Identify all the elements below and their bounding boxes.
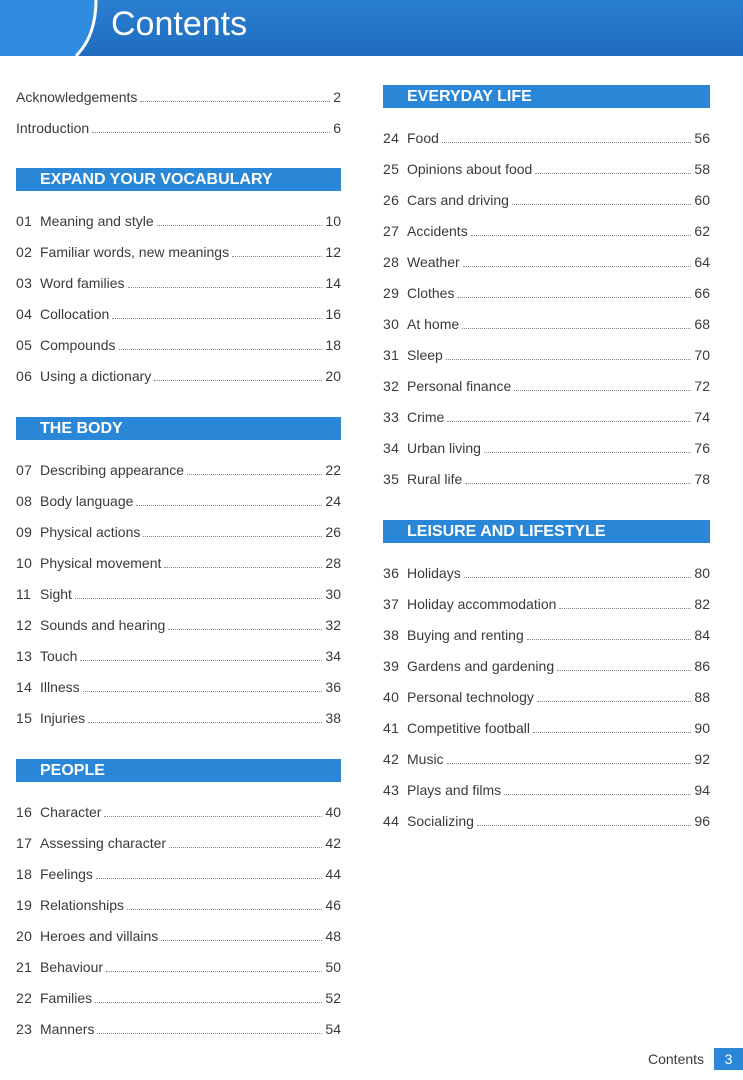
entry-page: 64 — [694, 254, 710, 270]
dot-leader — [104, 816, 322, 817]
contents-entry[interactable] — [16, 832, 341, 852]
contents-entry[interactable] — [383, 468, 710, 488]
unit-number: 10 — [16, 555, 33, 571]
contents-entry[interactable] — [16, 894, 341, 914]
entry-page: 66 — [694, 285, 710, 301]
contents-entry[interactable] — [16, 86, 341, 106]
entry-title: Word families — [40, 275, 125, 291]
dot-leader — [127, 909, 322, 910]
dot-leader — [106, 971, 322, 972]
entry-title: Cars and driving — [407, 192, 509, 208]
unit-number: 35 — [383, 471, 400, 487]
contents-entry[interactable] — [16, 645, 341, 665]
entry-title: Compounds — [40, 337, 116, 353]
contents-entry[interactable] — [16, 210, 341, 230]
unit-number: 44 — [383, 813, 400, 829]
contents-entry[interactable] — [16, 801, 341, 821]
unit-number: 08 — [16, 493, 33, 509]
unit-number: 42 — [383, 751, 400, 767]
entry-title: Urban living — [407, 440, 481, 456]
contents-entry[interactable] — [16, 490, 341, 510]
unit-number: 18 — [16, 866, 33, 882]
dot-leader — [462, 328, 691, 329]
entry-title: Holiday accommodation — [407, 596, 557, 612]
entry-title: Crime — [407, 409, 445, 425]
dot-leader — [97, 1033, 322, 1034]
entry-page: 86 — [694, 658, 710, 674]
entry-title: Personal technology — [407, 689, 534, 705]
entry-page: 80 — [694, 565, 710, 581]
dot-leader — [140, 101, 330, 102]
entry-page: 62 — [694, 223, 710, 239]
entry-title: Personal finance — [407, 378, 512, 394]
unit-number: 16 — [16, 804, 33, 820]
unit-number: 20 — [16, 928, 33, 944]
entry-page: 68 — [694, 316, 710, 332]
entry-title: Physical movement — [40, 555, 162, 571]
entry-page: 56 — [694, 130, 710, 146]
contents-entry[interactable] — [383, 810, 710, 830]
footer-page-number: 3 — [714, 1048, 743, 1070]
dot-leader — [446, 359, 692, 360]
dot-leader — [95, 1002, 322, 1003]
footer-label: Contents — [648, 1051, 705, 1067]
dot-leader — [559, 608, 691, 609]
unit-number: 03 — [16, 275, 33, 291]
unit-number: 26 — [383, 192, 400, 208]
entry-page: 76 — [694, 440, 710, 456]
dot-leader — [527, 639, 692, 640]
contents-entry[interactable] — [16, 272, 341, 292]
entry-page: 42 — [325, 835, 341, 851]
dot-leader — [514, 390, 691, 391]
unit-number: 38 — [383, 627, 400, 643]
contents-entry[interactable] — [16, 956, 341, 976]
entry-page: 88 — [694, 689, 710, 705]
contents-entry[interactable] — [383, 748, 710, 768]
dot-leader — [457, 297, 691, 298]
entry-page: 70 — [694, 347, 710, 363]
entry-title: Illness — [40, 679, 80, 695]
entry-page: 92 — [694, 751, 710, 767]
entry-title: Heroes and villains — [40, 928, 159, 944]
dot-leader — [143, 536, 322, 537]
entry-title: Behaviour — [40, 959, 104, 975]
entry-title: Music — [407, 751, 444, 767]
entry-page: 16 — [325, 306, 341, 322]
dot-leader — [477, 825, 691, 826]
contents-entry[interactable] — [383, 282, 710, 302]
section-heading: EVERYDAY LIFE — [383, 85, 710, 108]
entry-title: Socializing — [407, 813, 474, 829]
contents-entry[interactable] — [383, 655, 710, 675]
dot-leader — [471, 235, 692, 236]
contents-entry[interactable] — [16, 365, 341, 385]
contents-entry[interactable] — [383, 127, 710, 147]
dot-leader — [535, 173, 691, 174]
entry-title: Body language — [40, 493, 134, 509]
unit-number: 07 — [16, 462, 33, 478]
entry-title: Acknowledgements — [16, 89, 138, 105]
unit-number: 04 — [16, 306, 33, 322]
contents-entry[interactable] — [383, 251, 710, 271]
entry-title: Physical actions — [40, 524, 141, 540]
unit-number: 05 — [16, 337, 33, 353]
dot-leader — [96, 878, 323, 879]
header-swoosh-decoration — [0, 0, 110, 56]
entry-title: Using a dictionary — [40, 368, 152, 384]
entry-title: Meaning and style — [40, 213, 154, 229]
dot-leader — [75, 598, 323, 599]
entry-page: 52 — [325, 990, 341, 1006]
unit-number: 21 — [16, 959, 33, 975]
entry-title: Introduction — [16, 120, 90, 136]
unit-number: 30 — [383, 316, 400, 332]
dot-leader — [447, 421, 691, 422]
unit-number: 24 — [383, 130, 400, 146]
entry-title: Touch — [40, 648, 78, 664]
entry-title: Manners — [40, 1021, 95, 1037]
entry-page: 84 — [694, 627, 710, 643]
contents-entry[interactable] — [383, 593, 710, 613]
unit-number: 22 — [16, 990, 33, 1006]
section-heading: PEOPLE — [16, 759, 341, 782]
contents-entry[interactable] — [383, 717, 710, 737]
dot-leader — [187, 474, 322, 475]
entry-page: 10 — [325, 213, 341, 229]
dot-leader — [512, 204, 691, 205]
entry-title: Character — [40, 804, 102, 820]
contents-entry[interactable] — [16, 117, 341, 137]
contents-entry[interactable] — [16, 925, 341, 945]
entry-page: 44 — [325, 866, 341, 882]
dot-leader — [232, 256, 322, 257]
entry-page: 40 — [325, 804, 341, 820]
dot-leader — [533, 732, 691, 733]
page-title: Contents — [111, 5, 248, 43]
contents-entry[interactable] — [16, 241, 341, 261]
entry-page: 48 — [325, 928, 341, 944]
entry-title: Familiar words, new meanings — [40, 244, 230, 260]
contents-entry[interactable] — [16, 334, 341, 354]
contents-entry[interactable] — [383, 375, 710, 395]
dot-leader — [157, 225, 323, 226]
unit-number: 11 — [16, 586, 32, 602]
unit-number: 01 — [16, 213, 33, 229]
entry-title: Relationships — [40, 897, 125, 913]
unit-number: 23 — [16, 1021, 33, 1037]
unit-number: 29 — [383, 285, 400, 301]
contents-entry[interactable] — [16, 459, 341, 479]
dot-leader — [447, 763, 692, 764]
entry-page: 30 — [325, 586, 341, 602]
entry-page: 12 — [325, 244, 341, 260]
entry-page: 54 — [325, 1021, 341, 1037]
contents-entry[interactable] — [383, 189, 710, 209]
entry-title: Opinions about food — [407, 161, 533, 177]
dot-leader — [136, 505, 322, 506]
entry-page: 90 — [694, 720, 710, 736]
entry-page: 60 — [694, 192, 710, 208]
dot-leader — [80, 660, 322, 661]
contents-entry[interactable] — [16, 1018, 341, 1038]
contents-entry[interactable] — [383, 562, 710, 582]
contents-entry[interactable] — [16, 987, 341, 1007]
entry-page: 2 — [333, 89, 341, 105]
dot-leader — [465, 483, 691, 484]
dot-leader — [92, 132, 330, 133]
unit-number: 15 — [16, 710, 33, 726]
dot-leader — [112, 318, 322, 319]
entry-title: Weather — [407, 254, 460, 270]
contents-entry[interactable] — [16, 303, 341, 323]
unit-number: 25 — [383, 161, 400, 177]
dot-leader — [128, 287, 323, 288]
entry-title: Sight — [40, 586, 72, 602]
dot-leader — [504, 794, 691, 795]
entry-page: 26 — [325, 524, 341, 540]
contents-entry[interactable] — [383, 624, 710, 644]
entry-page: 32 — [325, 617, 341, 633]
unit-number: 31 — [383, 347, 400, 363]
entry-page: 20 — [325, 368, 341, 384]
entry-page: 24 — [325, 493, 341, 509]
entry-title: Accidents — [407, 223, 468, 239]
contents-entry[interactable] — [383, 220, 710, 240]
unit-number: 27 — [383, 223, 400, 239]
entry-page: 38 — [325, 710, 341, 726]
dot-leader — [169, 847, 322, 848]
contents-entry[interactable] — [16, 614, 341, 634]
entry-page: 34 — [325, 648, 341, 664]
dot-leader — [557, 670, 691, 671]
unit-number: 02 — [16, 244, 33, 260]
entry-title: Collocation — [40, 306, 110, 322]
section-heading: LEISURE AND LIFESTYLE — [383, 520, 710, 543]
dot-leader — [119, 349, 323, 350]
contents-entry[interactable] — [383, 686, 710, 706]
unit-number: 06 — [16, 368, 33, 384]
entry-page: 36 — [325, 679, 341, 695]
contents-entry[interactable] — [383, 437, 710, 457]
entry-page: 14 — [325, 275, 341, 291]
contents-entry[interactable] — [16, 676, 341, 696]
entry-page: 72 — [694, 378, 710, 394]
entry-title: Gardens and gardening — [407, 658, 555, 674]
entry-page: 74 — [694, 409, 710, 425]
entry-page: 78 — [694, 471, 710, 487]
entry-page: 96 — [694, 813, 710, 829]
dot-leader — [463, 266, 692, 267]
contents-entry[interactable] — [383, 779, 710, 799]
unit-number: 43 — [383, 782, 400, 798]
entry-title: Competitive football — [407, 720, 530, 736]
entry-page: 18 — [325, 337, 341, 353]
unit-number: 33 — [383, 409, 400, 425]
unit-number: 41 — [383, 720, 400, 736]
unit-number: 36 — [383, 565, 400, 581]
dot-leader — [442, 142, 692, 143]
dot-leader — [164, 567, 322, 568]
unit-number: 17 — [16, 835, 33, 851]
unit-number: 40 — [383, 689, 400, 705]
entry-page: 28 — [325, 555, 341, 571]
entry-title: Plays and films — [407, 782, 502, 798]
entry-title: Feelings — [40, 866, 93, 882]
unit-number: 14 — [16, 679, 33, 695]
unit-number: 39 — [383, 658, 400, 674]
dot-leader — [484, 452, 691, 453]
entry-page: 6 — [333, 120, 341, 136]
contents-entry[interactable] — [16, 863, 341, 883]
entry-title: Holidays — [407, 565, 461, 581]
section-heading: EXPAND YOUR VOCABULARY — [16, 168, 341, 191]
contents-entry[interactable] — [383, 344, 710, 364]
entry-title: Sounds and hearing — [40, 617, 166, 633]
dot-leader — [464, 577, 692, 578]
entry-title: Families — [40, 990, 93, 1006]
entry-title: Injuries — [40, 710, 86, 726]
unit-number: 34 — [383, 440, 400, 456]
entry-page: 82 — [694, 596, 710, 612]
entry-title: At home — [407, 316, 460, 332]
dot-leader — [83, 691, 323, 692]
dot-leader — [161, 940, 322, 941]
unit-number: 19 — [16, 897, 33, 913]
unit-number: 28 — [383, 254, 400, 270]
contents-entry[interactable] — [383, 313, 710, 333]
dot-leader — [168, 629, 322, 630]
dot-leader — [537, 701, 692, 702]
entry-title: Clothes — [407, 285, 455, 301]
entry-title: Buying and renting — [407, 627, 524, 643]
entry-page: 50 — [325, 959, 341, 975]
unit-number: 37 — [383, 596, 400, 612]
entry-page: 58 — [694, 161, 710, 177]
entry-page: 46 — [325, 897, 341, 913]
contents-entry[interactable] — [16, 583, 341, 603]
entry-page: 22 — [325, 462, 341, 478]
contents-entry[interactable] — [16, 552, 341, 572]
entry-title: Rural life — [407, 471, 463, 487]
entry-title: Describing appearance — [40, 462, 184, 478]
unit-number: 32 — [383, 378, 400, 394]
section-heading: THE BODY — [16, 417, 341, 440]
entry-page: 94 — [694, 782, 710, 798]
contents-entry[interactable] — [383, 406, 710, 426]
entry-title: Food — [407, 130, 439, 146]
contents-entry[interactable] — [16, 707, 341, 727]
dot-leader — [154, 380, 322, 381]
entry-title: Sleep — [407, 347, 443, 363]
dot-leader — [88, 722, 322, 723]
unit-number: 12 — [16, 617, 33, 633]
entry-title: Assessing character — [40, 835, 167, 851]
unit-number: 13 — [16, 648, 33, 664]
unit-number: 09 — [16, 524, 33, 540]
contents-entry[interactable] — [383, 158, 710, 178]
contents-entry[interactable] — [16, 521, 341, 541]
